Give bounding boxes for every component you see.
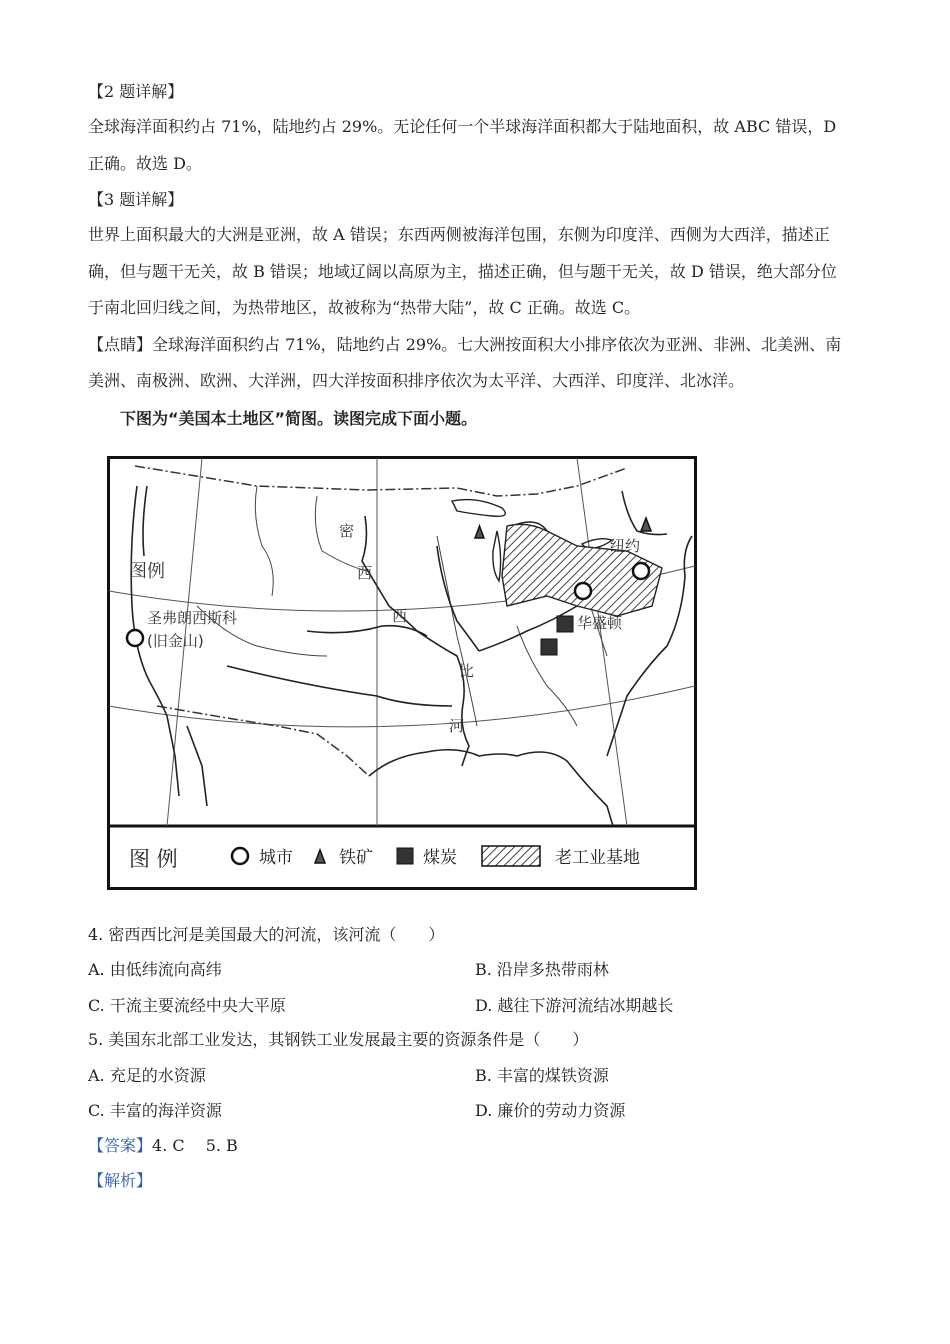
legend-industrial-label: 老工业基地 [555,848,640,868]
q2-line-1: 全球海洋面积约占 71%，陆地约占 29%。无论任何一个半球海洋面积都大于陆地面积，故 ABC 错误，D [88,117,837,136]
coal-marker [557,616,573,632]
legend-coal-symbol [397,848,413,864]
q4-stem: 4. 密西西比河是美国最大的河流，该河流（ ） [88,925,445,944]
river-label-char: 比 [459,662,475,680]
map-intro: 下图为“美国本土地区”简图。读图完成下面小题。 [120,409,478,428]
legend-industrial-symbol [482,846,540,866]
coal-marker [541,639,557,655]
q5-option-a[interactable]: A. 充足的水资源 [88,1066,206,1085]
q4-option-b[interactable]: B. 沿岸多热带雨林 [475,960,609,979]
river-label-char: 西 [357,564,373,582]
q2-line-2: 正确。故选 D。 [88,154,202,173]
tip-line-1: 【点睛】全球海洋面积约占 71%，陆地约占 29%。七大洲按面积大小排序依次为亚洲、非洲、北美洲、南 [88,335,842,354]
q3-line-3: 于南北回归线之间，为热带地区，故被称为“热带大陆”，故 C 正确。故选 C。 [88,298,641,317]
city-marker-washington [575,583,591,599]
tip-line-2: 美洲、南极洲、欧洲、大洋洲，四大洋按面积排序依次为太平洋、大西洋、印度洋、北冰洋。 [88,371,745,390]
answer-text: 4. C 5. B [152,1136,238,1155]
q5-option-d[interactable]: D. 廉价的劳动力资源 [475,1101,626,1120]
legend-title: 图 例 [129,847,178,871]
legend-coal-label: 煤炭 [423,848,457,868]
city-marker-sf [127,630,143,646]
q3-heading: 【3 题详解】 [88,190,184,209]
q4-option-d[interactable]: D. 越往下游河流结冰期越长 [475,996,674,1015]
q2-heading: 【2 题详解】 [88,82,184,101]
q5-option-b[interactable]: B. 丰富的煤铁资源 [475,1066,609,1085]
legend-city-label: 城市 [259,848,293,868]
answer-label: 【答案】 [88,1136,153,1155]
city-label-washington: 华盛顿 [577,614,623,632]
city-label-sf-alt: (旧金山) [147,632,204,650]
city-marker-newyork [633,563,649,579]
river-label-char: 河 [449,717,465,735]
q4-option-c[interactable]: C. 干流主要流经中央大平原 [88,996,286,1015]
q5-stem: 5. 美国东北部工业发达，其钢铁工业发展最主要的资源条件是（ ） [88,1030,589,1049]
river-label-char: 密 [339,522,355,540]
river-label-char: 西 [392,607,408,625]
map-title: 图例 [129,561,165,582]
city-label-newyork: 纽约 [610,537,641,555]
legend-city-symbol [232,848,248,864]
q5-option-c[interactable]: C. 丰富的海洋资源 [88,1101,222,1120]
map-frame [109,458,696,889]
answer-line [88,1136,238,1156]
city-label-sf: 圣弗朗西斯科 [147,609,238,627]
q4-option-a[interactable]: A. 由低纬流向高纬 [88,960,222,979]
q3-line-2: 确，但与题干无关，故 B 错误；地域辽阔以高原为主，描述正确，但与题干无关，故 D 错误，绝大部分位 [88,262,837,281]
analysis-label: 【解析】 [88,1171,153,1190]
legend-iron-label: 铁矿 [339,848,373,868]
q3-line-1: 世界上面积最大的大洲是亚洲，故 A 错误；东西两侧被海洋包围，东侧为印度洋、西侧为大西洋，描述正 [88,225,830,244]
usa-map-figure [107,456,697,890]
